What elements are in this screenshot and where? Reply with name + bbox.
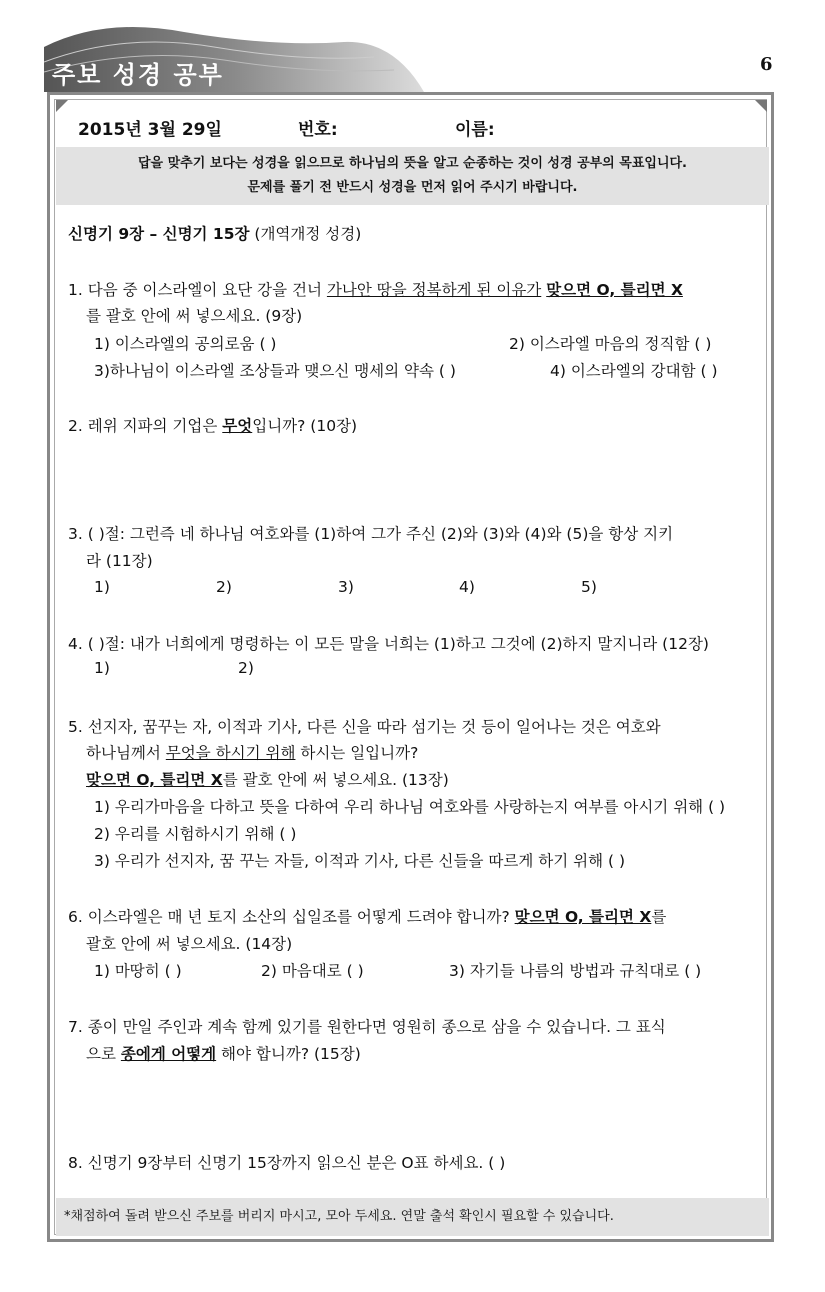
question-5: 5. 선지자, 꿈꾸는 자, 이적과 기사, 다른 신을 따라 섬기는 것 등이 일어나는 것은 여호와 xyxy=(68,718,661,736)
number-label: 번호: xyxy=(298,120,338,140)
page-number: 6 xyxy=(760,54,773,75)
question-1-line2: 를 괄호 안에 써 넣으세요. (9장) xyxy=(86,307,303,325)
answer-blank: 4) xyxy=(459,578,475,596)
answer-blank: 1) xyxy=(94,659,110,677)
answer-blank: 3) xyxy=(338,578,354,596)
name-label: 이름: xyxy=(455,120,495,140)
question-2: 2. 레위 지파의 기업은 무엇입니까? (10장) xyxy=(68,417,358,435)
answer-blank: 1) xyxy=(94,578,110,596)
question-5-line3: 맞으면 O, 틀리면 X를 괄호 안에 써 넣으세요. (13장) xyxy=(86,771,449,789)
question-6-option: 1) 마땅히 ( ) xyxy=(94,962,182,980)
question-5-line2: 하나님께서 무엇을 하시기 위해 하시는 일입니까? xyxy=(86,744,419,762)
corner-marker-icon xyxy=(755,100,767,112)
notice-line: 문제를 풀기 전 반드시 성경을 먼저 읽어 주시기 바랍니다. xyxy=(247,180,578,195)
question-5-option: 2) 우리를 시험하시기 위해 ( ) xyxy=(94,825,297,843)
question-5-option: 3) 우리가 선지자, 꿈 꾸는 자들, 이적과 기사, 다른 신들을 따르게 하기 위해 ( ) xyxy=(94,852,626,870)
question-1-option: 2) 이스라엘 마음의 정직함 ( ) xyxy=(509,335,712,353)
question-6: 6. 이스라엘은 매 년 토지 소산의 십일조를 어떻게 드려야 합니까? 맞으면 O, 틀리면 X를 xyxy=(68,908,667,926)
answer-blank: 5) xyxy=(581,578,597,596)
question-3-line2: 라 (11장) xyxy=(86,552,153,570)
question-6-option: 3) 자기들 나름의 방법과 규칙대로 ( ) xyxy=(449,962,702,980)
page-frame-inner xyxy=(54,99,767,1235)
question-1-option: 1) 이스라엘의 공의로움 ( ) xyxy=(94,335,277,353)
question-8: 8. 신명기 9장부터 신명기 15장까지 읽으신 분은 O표 하세요. ( ) xyxy=(68,1154,506,1172)
question-7-line2: 으로 종에게 어떻게 해야 합니까? (15장) xyxy=(86,1045,361,1063)
question-7: 7. 종이 만일 주인과 계속 함께 있기를 원한다면 영원히 종으로 삼을 수 있습니다. 그 표식 xyxy=(68,1018,666,1036)
corner-marker-icon xyxy=(56,100,68,112)
answer-blank: 2) xyxy=(238,659,254,677)
question-1-option: 3)하나님이 이스라엘 조상들과 맺으신 맹세의 약속 ( ) xyxy=(94,362,456,380)
question-6-option: 2) 마음대로 ( ) xyxy=(261,962,364,980)
section-title: 신명기 9장 – 신명기 15장 (개역개정 성경) xyxy=(68,225,362,243)
banner-title: 주보 성경 공부 xyxy=(52,61,224,89)
footer-note: *채점하여 돌려 받으신 주보를 버리지 마시고, 모아 두세요. 연말 출석 확인시 필요할 수 있습니다. xyxy=(56,1198,769,1236)
question-4: 4. ( )절: 내가 너희에게 명령하는 이 모든 말을 너희는 (1)하고 그것에 (2)하지 말지니라 (12장) xyxy=(68,635,709,653)
question-1-option: 4) 이스라엘의 강대함 ( ) xyxy=(550,362,718,380)
question-1: 1. 다음 중 이스라엘이 요단 강을 건너 가나안 땅을 정복하게 된 이유가 맞으면 O, 틀리면 X xyxy=(68,281,683,299)
date: 2015년 3월 29일 xyxy=(78,120,222,140)
notice-line: 답을 맞추기 보다는 성경을 읽으므로 하나님의 뜻을 알고 순종하는 것이 성경 공부의 목표입니다. xyxy=(137,156,687,171)
question-3: 3. ( )절: 그런즉 네 하나님 여호와를 (1)하여 그가 주신 (2)와 (3)와 (4)와 (5)을 항상 지키 xyxy=(68,525,674,543)
question-5-option: 1) 우리가마음을 다하고 뜻을 다하여 우리 하나님 여호와를 사랑하는지 여부를 아시기 위해 ( ) xyxy=(94,798,726,816)
answer-blank: 2) xyxy=(216,578,232,596)
notice-box xyxy=(56,147,769,205)
question-6-line2: 괄호 안에 써 넣으세요. (14장) xyxy=(86,935,293,953)
